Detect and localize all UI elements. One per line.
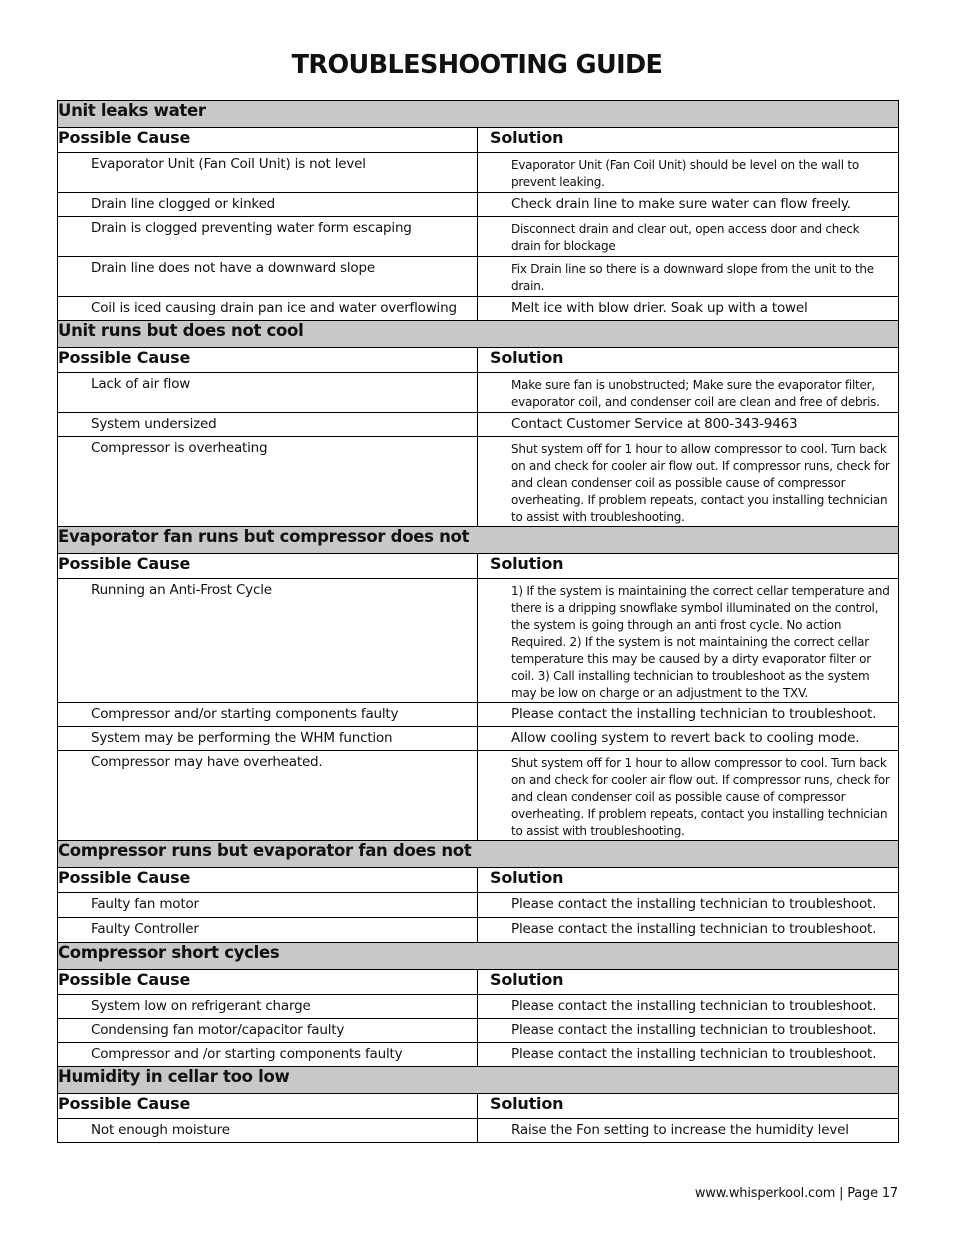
- cause-cell: Drain line clogged or kinked: [58, 193, 478, 217]
- solution-cell: Please contact the installing technician to troubleshoot.: [478, 893, 899, 918]
- solution-header: Solution: [478, 868, 899, 893]
- table-row: [58, 437, 899, 527]
- table-row: [58, 751, 899, 841]
- possible-cause-header: Possible Cause: [58, 554, 478, 579]
- solution-cell: Melt ice with blow drier. Soak up with a towel: [478, 297, 899, 321]
- solution-cell: Allow cooling system to revert back to cooling mode.: [478, 727, 899, 751]
- table-row: [58, 413, 899, 437]
- solution-cell: Please contact the installing technician to troubleshoot.: [478, 995, 899, 1019]
- possible-cause-header: Possible Cause: [58, 868, 478, 893]
- section-heading: Compressor short cycles: [58, 943, 899, 970]
- solution-cell: Disconnect drain and clear out, open access door and check drain for blockage: [478, 217, 899, 257]
- solution-cell: Make sure fan is unobstructed; Make sure the evaporator filter, evaporator coil, and condenser coil are clean and free of debris.: [478, 373, 899, 413]
- solution-cell: Raise the Fon setting to increase the humidity level: [478, 1119, 899, 1143]
- table-row: [58, 1043, 899, 1067]
- cause-cell: Compressor is overheating: [58, 437, 478, 527]
- section-heading-row: [58, 841, 899, 868]
- solution-cell: Check drain line to make sure water can flow freely.: [478, 193, 899, 217]
- table-row: [58, 373, 899, 413]
- cause-cell: Evaporator Unit (Fan Coil Unit) is not level: [58, 153, 478, 193]
- possible-cause-header: Possible Cause: [58, 970, 478, 995]
- cause-cell: Drain line does not have a downward slope: [58, 257, 478, 297]
- solution-cell: Please contact the installing technician to troubleshoot.: [478, 1043, 899, 1067]
- column-header-row: [58, 128, 899, 153]
- solution-header: Solution: [478, 554, 899, 579]
- table-row: [58, 893, 899, 918]
- column-header-row: [58, 1094, 899, 1119]
- column-header-row: [58, 348, 899, 373]
- solution-cell: Fix Drain line so there is a downward slope from the unit to the drain.: [478, 257, 899, 297]
- cause-cell: Condensing fan motor/capacitor faulty: [58, 1019, 478, 1043]
- solution-cell: Shut system off for 1 hour to allow compressor to cool. Turn back on and check for cooler air flow out. If compressor runs, check for and clean condenser coil as possible cause of compressor overheating. If problem repeats, contact you installing technician to assist with troubleshooting.: [478, 751, 899, 841]
- section-heading-row: [58, 321, 899, 348]
- section-heading: Unit runs but does not cool: [58, 321, 899, 348]
- troubleshooting-table: [57, 100, 899, 1143]
- solution-cell: Please contact the installing technician to troubleshoot.: [478, 918, 899, 943]
- cause-cell: Lack of air flow: [58, 373, 478, 413]
- cause-cell: Compressor and/or starting components faulty: [58, 703, 478, 727]
- solution-cell: 1) If the system is maintaining the correct cellar temperature and there is a dripping snowflake symbol illuminated on the control, the system is going through an anti frost cycle. No action Required. 2) If the system is not maintaining the correct cellar temperature this may be caused by a dirty evaporator filter or coil. 3) Call installing technician to troubleshoot as the system may be low on charge or an adjustment to the TXV.: [478, 579, 899, 703]
- solution-header: Solution: [478, 348, 899, 373]
- column-header-row: [58, 868, 899, 893]
- solution-cell: Contact Customer Service at 800-343-9463: [478, 413, 899, 437]
- table-row: [58, 727, 899, 751]
- column-header-row: [58, 970, 899, 995]
- solution-cell: Please contact the installing technician to troubleshoot.: [478, 703, 899, 727]
- page-footer: www.whisperkool.com | Page 17: [694, 1186, 898, 1201]
- cause-cell: Compressor and /or starting components faulty: [58, 1043, 478, 1067]
- table-row: [58, 153, 899, 193]
- cause-cell: Faulty fan motor: [58, 893, 478, 918]
- table-row: [58, 297, 899, 321]
- column-header-row: [58, 554, 899, 579]
- cause-cell: Not enough moisture: [58, 1119, 478, 1143]
- section-heading-row: [58, 527, 899, 554]
- cause-cell: System undersized: [58, 413, 478, 437]
- possible-cause-header: Possible Cause: [58, 348, 478, 373]
- cause-cell: Running an Anti-Frost Cycle: [58, 579, 478, 703]
- section-heading: Humidity in cellar too low: [58, 1067, 899, 1094]
- cause-cell: Compressor may have overheated.: [58, 751, 478, 841]
- solution-cell: Evaporator Unit (Fan Coil Unit) should be level on the wall to prevent leaking.: [478, 153, 899, 193]
- cause-cell: System low on refrigerant charge: [58, 995, 478, 1019]
- section-heading: Compressor runs but evaporator fan does not: [58, 841, 899, 868]
- table-row: [58, 1119, 899, 1143]
- table-row: [58, 579, 899, 703]
- solution-cell: Shut system off for 1 hour to allow compressor to cool. Turn back on and check for cooler air flow out. If compressor runs, check for and clean condenser coil as possible cause of compressor overheating. If problem repeats, contact you installing technician to assist with troubleshooting.: [478, 437, 899, 527]
- table-row: [58, 193, 899, 217]
- table-row: [58, 918, 899, 943]
- possible-cause-header: Possible Cause: [58, 128, 478, 153]
- section-heading-row: [58, 1067, 899, 1094]
- cause-cell: Faulty Controller: [58, 918, 478, 943]
- section-heading-row: [58, 943, 899, 970]
- section-heading: Evaporator fan runs but compressor does not: [58, 527, 899, 554]
- table-row: [58, 1019, 899, 1043]
- possible-cause-header: Possible Cause: [58, 1094, 478, 1119]
- cause-cell: Coil is iced causing drain pan ice and water overflowing: [58, 297, 478, 321]
- solution-header: Solution: [478, 1094, 899, 1119]
- table-row: [58, 995, 899, 1019]
- table-row: [58, 217, 899, 257]
- solution-header: Solution: [478, 970, 899, 995]
- cause-cell: System may be performing the WHM function: [58, 727, 478, 751]
- table-row: [58, 257, 899, 297]
- page-title: TROUBLESHOOTING GUIDE: [291, 50, 663, 80]
- solution-header: Solution: [478, 128, 899, 153]
- section-heading: Unit leaks water: [58, 101, 899, 128]
- solution-cell: Please contact the installing technician to troubleshoot.: [478, 1019, 899, 1043]
- table-row: [58, 703, 899, 727]
- section-heading-row: [58, 101, 899, 128]
- cause-cell: Drain is clogged preventing water form escaping: [58, 217, 478, 257]
